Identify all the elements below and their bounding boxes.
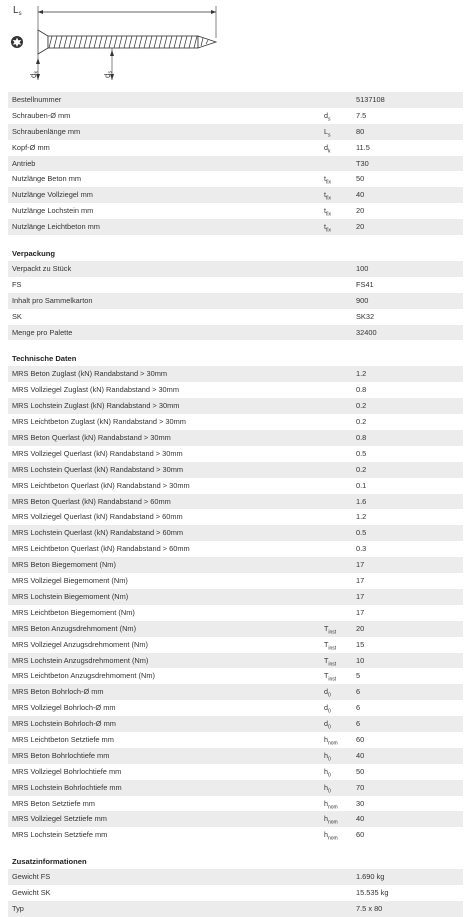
row-label: Nutzlänge Vollziegel mm [12,190,93,200]
row-label: Typ [12,903,24,913]
row-label: MRS Vollziegel Setztiefe mm [12,814,107,824]
row-value: 1.690 kg [356,872,385,882]
row-label: MRS Lochstein Querlast (kN) Randabstand > 30mm [12,464,184,474]
row-label: MRS Beton Setztiefe mm [12,798,95,808]
table-row [8,796,463,812]
row-value: 0.5 [356,528,367,538]
section-title: Zusatzinformationen [12,857,87,867]
row-symbol: $h_{nom}$ [324,798,338,810]
row-symbol: $h_0$ [324,750,331,763]
section-title: Verpackung [12,249,56,259]
row-value: T30 [356,158,369,168]
table-row [8,748,463,764]
row-value: 0.3 [356,544,367,554]
table-row [8,398,463,414]
row-value: 80 [356,126,365,136]
row-value: 1.6 [356,496,367,506]
table-row [8,219,463,235]
row-label: MRS Lochstein Anzugsdrehmoment (Nm) [12,655,149,665]
table-row [8,827,463,843]
row-value: 40 [356,750,365,760]
row-value: 6 [356,687,361,697]
row-symbol: $h_{nom}$ [324,830,338,842]
row-value: 17 [356,591,365,601]
row-label: Bestellnummer [12,95,62,104]
row-label: MRS Beton Bohrloch-Ø mm [12,687,104,697]
row-label: MRS Lochstein Zuglast (kN) Randabstand > 30mm [12,401,180,411]
row-value: 5 [356,671,361,681]
table-row [8,261,463,277]
row-value: 60 [356,830,365,840]
row-value: 32400 [356,327,377,337]
row-symbol: $T_{inst}$ [324,671,337,683]
row-label: MRS Lochstein Bohrloch-Ø mm [12,719,116,729]
section-title: Technische Daten [12,354,77,364]
row-label: MRS Beton Anzugsdrehmoment (Nm) [12,623,137,633]
row-label: Inhalt pro Sammelkarton [12,295,93,305]
label-dk: dk [29,71,40,78]
row-label: MRS Beton Zuglast (kN) Randabstand > 30mm [12,369,168,379]
row-label: Schrauben-Ø mm [12,110,71,120]
row-value: 0.8 [356,385,367,395]
table-row [8,557,463,573]
row-label: Menge pro Palette [12,327,73,337]
row-value: 17 [356,607,365,617]
row-label: MRS Beton Biegemoment (Nm) [12,560,116,570]
table-row [8,171,463,187]
row-symbol: $T_{inst}$ [324,655,337,667]
spec-table [8,92,463,917]
table-row [8,684,463,700]
row-value: 17 [356,576,365,586]
row-label: MRS Vollziegel Querlast (kN) Randabstand > 60mm [12,512,183,522]
row-label: MRS Leichtbeton Zuglast (kN) Randabstand > 30mm [12,417,186,427]
row-label: MRS Vollziegel Querlast (kN) Randabstand > 30mm [12,448,183,458]
row-label: MRS Beton Querlast (kN) Randabstand > 60mm [12,496,171,506]
row-label: MRS Lochstein Biegemoment (Nm) [12,591,129,601]
row-label: MRS Leichtbeton Querlast (kN) Randabstand > 60mm [12,544,190,554]
row-value: 30 [356,798,365,808]
row-label: MRS Lochstein Querlast (kN) Randabstand > 60mm [12,528,184,538]
row-value: 40 [356,190,365,200]
row-value: 60 [356,734,365,744]
row-label: MRS Lochstein Bohrlochtiefe mm [12,782,122,792]
row-label: MRS Leichtbeton Anzugsdrehmoment (Nm) [12,671,155,681]
label-ls: $L_s$ [13,5,22,17]
row-value: 5137108 [356,95,385,104]
row-symbol: $d_s$ [324,110,331,123]
row-label: Gewicht FS [12,872,51,882]
row-value: 20 [356,206,365,216]
table-row [8,108,463,124]
table-row [8,203,463,219]
table-row [8,716,463,732]
table-row [8,869,463,885]
table-row [8,700,463,716]
row-value: 11.5 [356,142,370,152]
row-label: SK [12,311,22,321]
table-row [8,764,463,780]
row-label: Kopf-Ø mm [12,142,50,152]
row-label: Antrieb [12,158,36,168]
table-row [8,446,463,462]
row-value: 70 [356,782,365,792]
section-spacer [8,235,463,247]
row-value: 0.8 [356,433,367,443]
row-value: SK32 [356,311,375,321]
row-value: 17 [356,560,365,570]
table-row [8,525,463,541]
row-label: Nutzlänge Beton mm [12,174,82,184]
row-value: 900 [356,295,369,305]
torx-drive-icon [11,36,23,48]
row-label: MRS Vollziegel Bohrloch-Ø mm [12,703,116,713]
row-value: 40 [356,814,365,824]
row-symbol: $d_0$ [324,719,331,731]
row-value: FS41 [356,279,374,289]
row-value: 0.5 [356,448,367,458]
table-row [8,780,463,796]
table-row [8,732,463,748]
table-row [8,541,463,557]
row-label: FS [12,279,22,289]
row-value: 6 [356,703,361,713]
row-value: 0.2 [356,417,367,427]
row-label: MRS Lochstein Setztiefe mm [12,830,108,840]
section-spacer [8,340,463,352]
table-row [8,605,463,621]
table-row [8,462,463,478]
row-label: MRS Beton Querlast (kN) Randabstand > 30mm [12,433,171,443]
table-row [8,382,463,398]
table-row [8,573,463,589]
table-row [8,366,463,382]
table-row [8,277,463,293]
table-row [8,589,463,605]
row-symbol: $d_0$ [324,703,331,715]
row-label: Schraubenlänge mm [12,126,81,136]
row-symbol: $T_{inst}$ [324,639,337,652]
row-symbol: $T_{inst}$ [324,623,337,636]
table-row [8,478,463,494]
row-value: 15.535 kg [356,888,389,898]
table-row [8,414,463,430]
table-row [8,653,463,669]
row-value: 6 [356,719,361,729]
row-value: 0.1 [356,480,367,490]
table-row [8,187,463,203]
row-value: 50 [356,174,365,184]
row-label: MRS Leichtbeton Biegemoment (Nm) [12,607,135,617]
table-row [8,430,463,446]
row-symbol: $d_0$ [324,687,331,699]
row-symbol: $t_{fix}$ [324,222,331,234]
row-symbol: $t_{fix}$ [324,190,331,202]
table-row [8,325,463,341]
row-symbol: $t_{fix}$ [324,174,331,186]
row-value: 10 [356,655,365,665]
row-value: 15 [356,639,365,649]
row-value: 1.2 [356,369,367,379]
table-row [8,901,463,917]
row-value: 20 [356,623,365,633]
row-label: MRS Leichtbeton Setztiefe mm [12,734,114,744]
row-value: 0.2 [356,464,367,474]
row-label: Verpackt zu Stück [12,264,72,274]
row-label: Gewicht SK [12,888,51,898]
table-row [8,124,463,140]
table-row [8,668,463,684]
row-value: 50 [356,766,365,776]
table-row [8,92,463,108]
row-symbol: $L_s$ [324,126,331,139]
row-label: MRS Vollziegel Bohrlochtiefe mm [12,766,122,776]
row-symbol: $h_0$ [324,782,331,795]
row-label: Nutzlänge Leichtbeton mm [12,222,100,232]
table-row [8,621,463,637]
row-label: MRS Leichtbeton Querlast (kN) Randabstand > 30mm [12,480,190,490]
row-symbol: $h_{nom}$ [324,734,338,747]
row-value: 7.5 [356,110,367,120]
row-value: 100 [356,264,369,274]
row-value: 0.2 [356,401,367,411]
screw-diagram [0,0,469,92]
screw-drawing [38,30,216,54]
table-row [8,811,463,827]
label-ds: ds [103,71,114,78]
row-label: MRS Vollziegel Anzugsdrehmoment (Nm) [12,639,148,649]
row-value: 20 [356,222,365,232]
row-symbol: $h_{nom}$ [324,814,338,826]
table-row [8,293,463,309]
table-row [8,309,463,325]
table-row [8,885,463,901]
row-value: 7.5 x 80 [356,903,383,913]
row-value: 1.2 [356,512,367,522]
table-row [8,509,463,525]
row-symbol: $d_k$ [324,142,331,155]
table-row [8,156,463,172]
table-row [8,637,463,653]
row-label: MRS Vollziegel Zuglast (kN) Randabstand > 30mm [12,385,179,395]
row-symbol: $h_0$ [324,766,331,779]
table-row [8,140,463,156]
section-spacer [8,843,463,855]
row-label: MRS Beton Bohrlochtiefe mm [12,750,110,760]
row-label: MRS Vollziegel Biegemoment (Nm) [12,576,128,586]
table-row [8,494,463,510]
row-symbol: $t_{fix}$ [324,206,331,218]
row-label: Nutzlänge Lochstein mm [12,206,94,216]
